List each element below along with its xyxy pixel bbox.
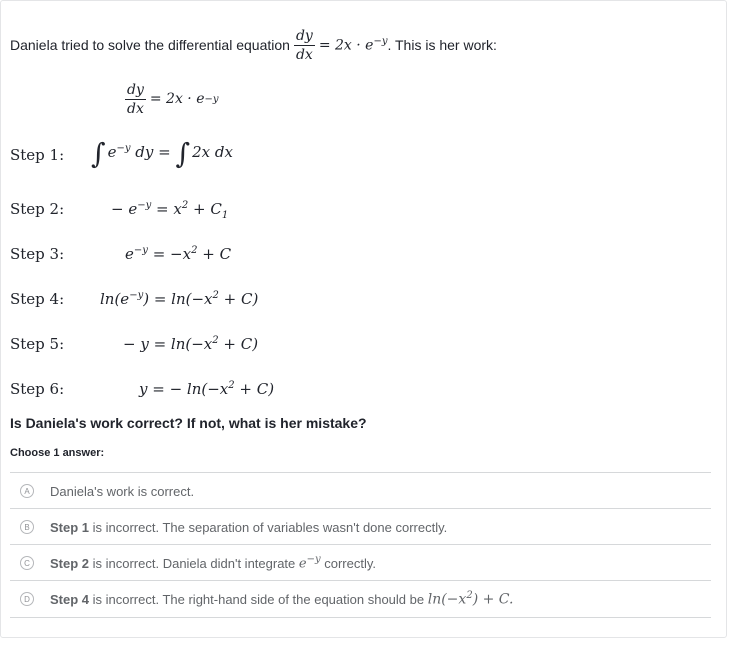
option-d-math: $\ln(-x^2) + C$. <box>427 590 514 608</box>
option-b-text: is incorrect. The separation of variables wasn't done correctly. <box>89 519 448 535</box>
question-text: Is Daniela's work correct? If not, what is her mistake? <box>10 415 367 431</box>
answer-option-b[interactable] <box>10 508 711 545</box>
answer-option-a[interactable] <box>10 472 711 509</box>
option-a-text: Daniela's work is correct. <box>50 483 195 499</box>
option-letter-c: C <box>20 556 34 570</box>
answer-option-d[interactable] <box>10 580 711 618</box>
problem-statement <box>10 27 497 63</box>
option-c-text: is incorrect. Daniela didn't integrate <box>89 555 299 571</box>
answer-option-c[interactable] <box>10 544 711 581</box>
intro-text: Daniela tried to solve the differential equation <box>10 37 290 53</box>
step-3-label: Step 3: <box>10 245 65 263</box>
step-6-label: Step 6: <box>10 380 65 398</box>
option-d-text: is incorrect. The right-hand side of the equation should be <box>89 591 428 607</box>
intro-rhs: = $2x \cdot e^{-y}$ <box>318 36 388 54</box>
step-1-equation: ∫ $e^{-y}$ dy = ∫ 2x dx <box>91 137 233 170</box>
intro-tail: . This is her work: <box>387 37 497 53</box>
step-3-equation: $e^{-y} = -x^2 + C$ <box>125 245 232 263</box>
step-4-label: Step 4: <box>10 290 65 308</box>
step-2-equation: − $e^{-y} = x^2 + C_1$ <box>111 200 229 221</box>
option-d-step: Step 4 <box>50 591 90 607</box>
option-letter-b: B <box>20 520 34 534</box>
step-4-equation: $\ln(e^{-y}) = \ln(-x^2 + C)$ <box>100 290 259 308</box>
option-c-tail: correctly. <box>320 555 377 571</box>
option-b-step: Step 1 <box>50 519 90 535</box>
step-1-label: Step 1: <box>10 146 65 164</box>
step-5-equation: − $y = \ln(-x^2 + C)$ <box>123 335 259 353</box>
derivative-fraction: $\frac{dy}{dx}$ <box>295 27 313 63</box>
step-5-label: Step 5: <box>10 335 65 353</box>
option-c-math: $e^{-y}$ <box>298 554 321 572</box>
step-2-label: Step 2: <box>10 200 65 218</box>
option-letter-a: A <box>20 484 34 498</box>
step-6-equation: y = − $\ln(-x^2 + C)$ <box>139 380 275 398</box>
original-equation: $\frac{dy}{dx}$ = 2x · e −y <box>127 81 219 117</box>
option-c-step: Step 2 <box>50 555 90 571</box>
choose-instruction: Choose 1 answer: <box>10 447 105 459</box>
option-letter-d: D <box>20 592 34 606</box>
